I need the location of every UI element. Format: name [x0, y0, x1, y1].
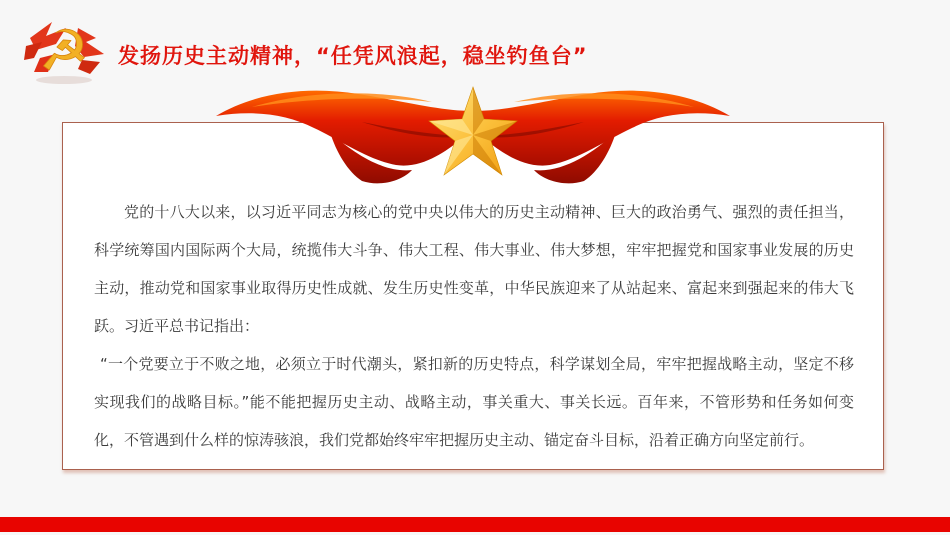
party-emblem-icon: [20, 14, 108, 86]
slide-title: 发扬历史主动精神，“任凭风浪起，稳坐钓鱼台”: [118, 44, 588, 68]
body-paragraph: 党的十八大以来，以习近平同志为核心的党中央以伟大的历史主动精神、巨大的政治勇气、强烈的责任担当，科学统筹国内国际两个大局，统揽伟大斗争、伟大工程、伟大事业、伟大梦想，牢牢把握党和国家事业发展的历史主动，推动党和国家事业取得历史性成就、发生历史性变革，中华民族迎来了从站起来、富起来到强起来的伟大飞跃。习近平总书记指出：: [94, 203, 854, 335]
body-paragraph: “一个党要立于不败之地，必须立于时代潮头，紧扣新的历史特点，科学谋划全局，牢牢把握战略主动，坚定不移实现我们的战略目标。”能不能把握历史主动、战略主动，事关重大、事关长远。百年来，不管形势和任务如何变化，不管遇到什么样的惊涛骇浪，我们党都始终牢牢把握历史主动、锚定奋斗目标，沿着正确方向坚定前行。: [94, 355, 854, 449]
body-text-block: [63, 123, 883, 459]
footer-accent-bar: [0, 517, 950, 532]
content-box: [62, 122, 884, 470]
slide-header: [0, 0, 950, 92]
svg-text:☭: ☭: [38, 19, 90, 84]
